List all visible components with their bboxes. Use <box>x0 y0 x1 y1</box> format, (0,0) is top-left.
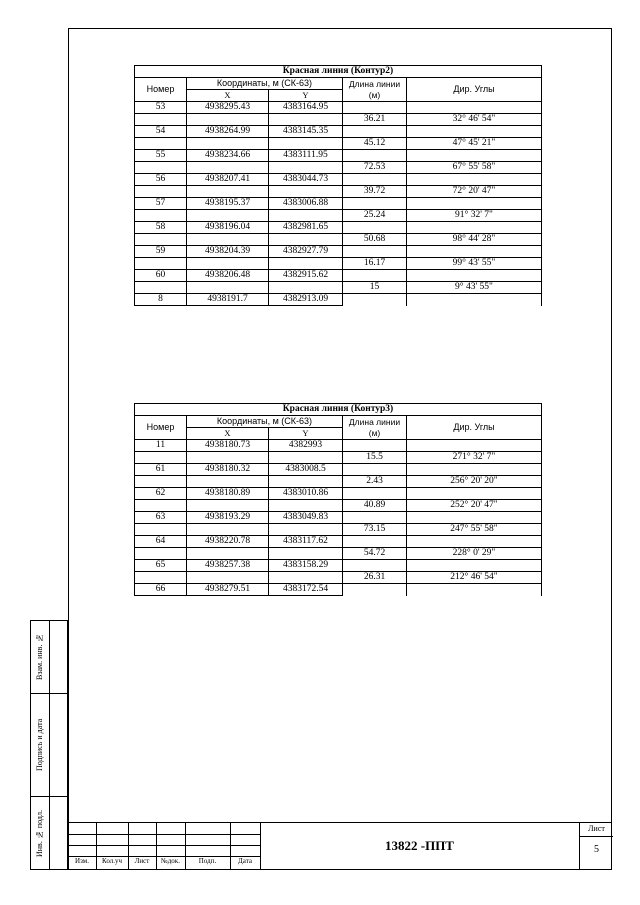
empty-cell <box>407 584 542 596</box>
point-number: 61 <box>135 464 187 476</box>
empty-cell <box>269 500 343 512</box>
segment-row <box>135 186 542 198</box>
col-length-header: Длина линии (м) <box>343 416 407 440</box>
col-x-header: X <box>187 428 269 440</box>
empty-cell <box>187 282 269 294</box>
empty-cell <box>343 222 407 234</box>
point-y: 4383010.86 <box>269 488 343 500</box>
segment-angle: 9° 43' 55" <box>407 282 542 294</box>
point-number: 59 <box>135 246 187 258</box>
empty-cell <box>343 440 407 452</box>
empty-cell <box>135 500 187 512</box>
empty-cell <box>343 488 407 500</box>
point-y: 4382927.79 <box>269 246 343 258</box>
empty-cell <box>407 174 542 186</box>
point-x: 4938196.04 <box>187 222 269 234</box>
segment-length: 16.17 <box>343 258 407 270</box>
point-x: 4938257.38 <box>187 560 269 572</box>
col-length-header: Длина линии (м) <box>343 78 407 102</box>
segment-angle: 247° 55' 58" <box>407 524 542 536</box>
empty-cell <box>187 234 269 246</box>
segment-angle: 99° 43' 55" <box>407 258 542 270</box>
sheet-number: 5 <box>594 844 599 855</box>
table-row <box>135 102 542 114</box>
empty-cell <box>407 440 542 452</box>
col-coords-header: Координаты, м (СК-63) <box>187 416 343 428</box>
segment-angle: 256° 20' 20" <box>407 476 542 488</box>
segment-row <box>135 282 542 294</box>
empty-cell <box>135 162 187 174</box>
segment-angle: 212° 46' 54" <box>407 572 542 584</box>
segment-length: 15 <box>343 282 407 294</box>
segment-length: 36.21 <box>343 114 407 126</box>
side-stamp <box>30 620 68 870</box>
segment-row <box>135 210 542 222</box>
coordinates-table-contour2 <box>134 65 542 306</box>
table-row <box>135 174 542 186</box>
col-y-header: Y <box>269 90 343 102</box>
col-number-header: Номер <box>135 78 187 102</box>
point-x: 4938206.48 <box>187 270 269 282</box>
label-kol-uch: Кол.уч <box>102 857 122 865</box>
point-y: 4382993 <box>269 440 343 452</box>
segment-length: 25.24 <box>343 210 407 222</box>
empty-cell <box>407 126 542 138</box>
segment-row <box>135 162 542 174</box>
empty-cell <box>407 560 542 572</box>
signature-date-label: Подпись и дата <box>35 718 44 771</box>
segment-row <box>135 258 542 270</box>
point-y: 4383145.35 <box>269 126 343 138</box>
empty-cell <box>407 488 542 500</box>
empty-cell <box>343 126 407 138</box>
empty-cell <box>269 114 343 126</box>
segment-length: 39.72 <box>343 186 407 198</box>
table-row <box>135 150 542 162</box>
segment-row <box>135 476 542 488</box>
empty-cell <box>407 198 542 210</box>
label-list: Лист <box>134 857 150 865</box>
empty-cell <box>187 476 269 488</box>
segment-length: 73.15 <box>343 524 407 536</box>
segment-length: 40.89 <box>343 500 407 512</box>
point-y: 4383164.95 <box>269 102 343 114</box>
empty-cell <box>407 270 542 282</box>
point-x: 4938207.41 <box>187 174 269 186</box>
sheet-box <box>579 822 613 870</box>
empty-cell <box>343 174 407 186</box>
empty-cell <box>187 452 269 464</box>
point-number: 57 <box>135 198 187 210</box>
point-x: 4938180.32 <box>187 464 269 476</box>
point-number: 62 <box>135 488 187 500</box>
point-y: 4382915.62 <box>269 270 343 282</box>
empty-cell <box>269 452 343 464</box>
point-number: 53 <box>135 102 187 114</box>
empty-cell <box>407 512 542 524</box>
label-ndok: №док. <box>161 857 180 865</box>
table-title: Красная линия (Контур3) <box>135 404 542 416</box>
point-number: 65 <box>135 560 187 572</box>
table-row <box>135 222 542 234</box>
point-y: 4383049.83 <box>269 512 343 524</box>
point-x: 4938180.89 <box>187 488 269 500</box>
segment-row <box>135 452 542 464</box>
title-block <box>68 822 612 870</box>
empty-cell <box>269 162 343 174</box>
table-row <box>135 488 542 500</box>
segment-angle: 91° 32' 7" <box>407 210 542 222</box>
table-row <box>135 126 542 138</box>
point-number: 63 <box>135 512 187 524</box>
empty-cell <box>343 536 407 548</box>
empty-cell <box>187 500 269 512</box>
segment-length: 26.31 <box>343 572 407 584</box>
empty-cell <box>135 114 187 126</box>
empty-cell <box>135 186 187 198</box>
segment-length: 15.5 <box>343 452 407 464</box>
empty-cell <box>269 548 343 560</box>
point-x: 4938204.39 <box>187 246 269 258</box>
segment-row <box>135 548 542 560</box>
empty-cell <box>343 584 407 596</box>
empty-cell <box>187 210 269 222</box>
empty-cell <box>135 210 187 222</box>
inv-replace-label: Взам. инв. № <box>35 633 44 681</box>
empty-cell <box>135 138 187 150</box>
point-x: 4938234.66 <box>187 150 269 162</box>
segment-angle: 228° 0' 29" <box>407 548 542 560</box>
segment-angle: 32° 46' 54" <box>407 114 542 126</box>
table-row <box>135 464 542 476</box>
point-number: 58 <box>135 222 187 234</box>
empty-cell <box>135 234 187 246</box>
col-x-header: X <box>187 90 269 102</box>
point-y: 4383044.73 <box>269 174 343 186</box>
segment-angle: 271° 32' 7" <box>407 452 542 464</box>
empty-cell <box>187 548 269 560</box>
col-y-header: Y <box>269 428 343 440</box>
table-row <box>135 246 542 258</box>
point-x: 4938193.29 <box>187 512 269 524</box>
point-y: 4383158.29 <box>269 560 343 572</box>
point-x: 4938180.73 <box>187 440 269 452</box>
point-number: 54 <box>135 126 187 138</box>
segment-length: 50.68 <box>343 234 407 246</box>
point-number: 66 <box>135 584 187 596</box>
empty-cell <box>135 572 187 584</box>
segment-length: 45.12 <box>343 138 407 150</box>
empty-cell <box>187 114 269 126</box>
empty-cell <box>343 464 407 476</box>
point-y: 4382981.65 <box>269 222 343 234</box>
segment-angle: 72° 20' 47" <box>407 186 542 198</box>
empty-cell <box>187 258 269 270</box>
segment-row <box>135 524 542 536</box>
inv-original-label: Инв. № подл. <box>35 810 44 857</box>
empty-cell <box>269 234 343 246</box>
point-x: 4938220.78 <box>187 536 269 548</box>
segment-row <box>135 114 542 126</box>
point-x: 4938195.37 <box>187 198 269 210</box>
col-angle-header: Дир. Углы <box>407 78 542 102</box>
table-row <box>135 512 542 524</box>
empty-cell <box>269 138 343 150</box>
empty-cell <box>135 452 187 464</box>
empty-cell <box>407 102 542 114</box>
segment-length: 72.53 <box>343 162 407 174</box>
empty-cell <box>343 270 407 282</box>
point-y: 4382913.09 <box>269 294 343 306</box>
empty-cell <box>343 560 407 572</box>
point-number: 64 <box>135 536 187 548</box>
segment-length: 2.43 <box>343 476 407 488</box>
point-number: 55 <box>135 150 187 162</box>
segment-row <box>135 572 542 584</box>
col-angle-header: Дир. Углы <box>407 416 542 440</box>
empty-cell <box>407 536 542 548</box>
label-podp: Подп. <box>198 857 217 865</box>
empty-cell <box>407 246 542 258</box>
empty-cell <box>187 524 269 536</box>
table-row <box>135 536 542 548</box>
empty-cell <box>135 282 187 294</box>
point-y: 4383172.54 <box>269 584 343 596</box>
point-y: 4383111.95 <box>269 150 343 162</box>
table-row <box>135 560 542 572</box>
segment-angle: 252° 20' 47" <box>407 500 542 512</box>
point-number: 8 <box>135 294 187 306</box>
empty-cell <box>407 222 542 234</box>
segment-row <box>135 234 542 246</box>
empty-cell <box>135 524 187 536</box>
point-y: 4383117.62 <box>269 536 343 548</box>
empty-cell <box>135 258 187 270</box>
segment-angle: 47° 45' 21" <box>407 138 542 150</box>
empty-cell <box>343 198 407 210</box>
table-body <box>135 440 542 596</box>
point-y: 4383008.5 <box>269 464 343 476</box>
sheet-label: Лист <box>588 824 605 833</box>
coordinates-table-contour3 <box>134 403 542 596</box>
table-row <box>135 584 542 596</box>
col-coords-header: Координаты, м (СК-63) <box>187 78 343 90</box>
table-row <box>135 270 542 282</box>
point-x: 4938279.51 <box>187 584 269 596</box>
col-number-header: Номер <box>135 416 187 440</box>
document-number: 13822 -ППТ <box>385 838 454 853</box>
empty-cell <box>135 476 187 488</box>
point-y: 4383006.88 <box>269 198 343 210</box>
empty-cell <box>269 210 343 222</box>
segment-angle: 98° 44' 28" <box>407 234 542 246</box>
empty-cell <box>269 186 343 198</box>
empty-cell <box>269 282 343 294</box>
empty-cell <box>407 150 542 162</box>
segment-angle: 67° 55' 58" <box>407 162 542 174</box>
empty-cell <box>187 138 269 150</box>
point-x: 4938295.43 <box>187 102 269 114</box>
empty-cell <box>135 548 187 560</box>
point-number: 60 <box>135 270 187 282</box>
table-row <box>135 294 542 306</box>
segment-row <box>135 138 542 150</box>
label-data: Дата <box>238 857 252 865</box>
empty-cell <box>269 572 343 584</box>
segment-length: 54.72 <box>343 548 407 560</box>
table-body <box>135 102 542 306</box>
empty-cell <box>343 294 407 306</box>
empty-cell <box>343 102 407 114</box>
empty-cell <box>269 524 343 536</box>
empty-cell <box>187 186 269 198</box>
empty-cell <box>407 294 542 306</box>
point-number: 11 <box>135 440 187 452</box>
empty-cell <box>343 512 407 524</box>
table-row <box>135 198 542 210</box>
empty-cell <box>269 258 343 270</box>
segment-row <box>135 500 542 512</box>
revision-grid <box>68 822 261 870</box>
empty-cell <box>269 476 343 488</box>
point-number: 56 <box>135 174 187 186</box>
table-row <box>135 440 542 452</box>
empty-cell <box>343 150 407 162</box>
table-title: Красная линия (Контур2) <box>135 66 542 78</box>
label-izm: Изм. <box>75 857 89 865</box>
empty-cell <box>187 572 269 584</box>
point-x: 4938264.99 <box>187 126 269 138</box>
empty-cell <box>343 246 407 258</box>
empty-cell <box>187 162 269 174</box>
point-x: 4938191.7 <box>187 294 269 306</box>
empty-cell <box>407 464 542 476</box>
